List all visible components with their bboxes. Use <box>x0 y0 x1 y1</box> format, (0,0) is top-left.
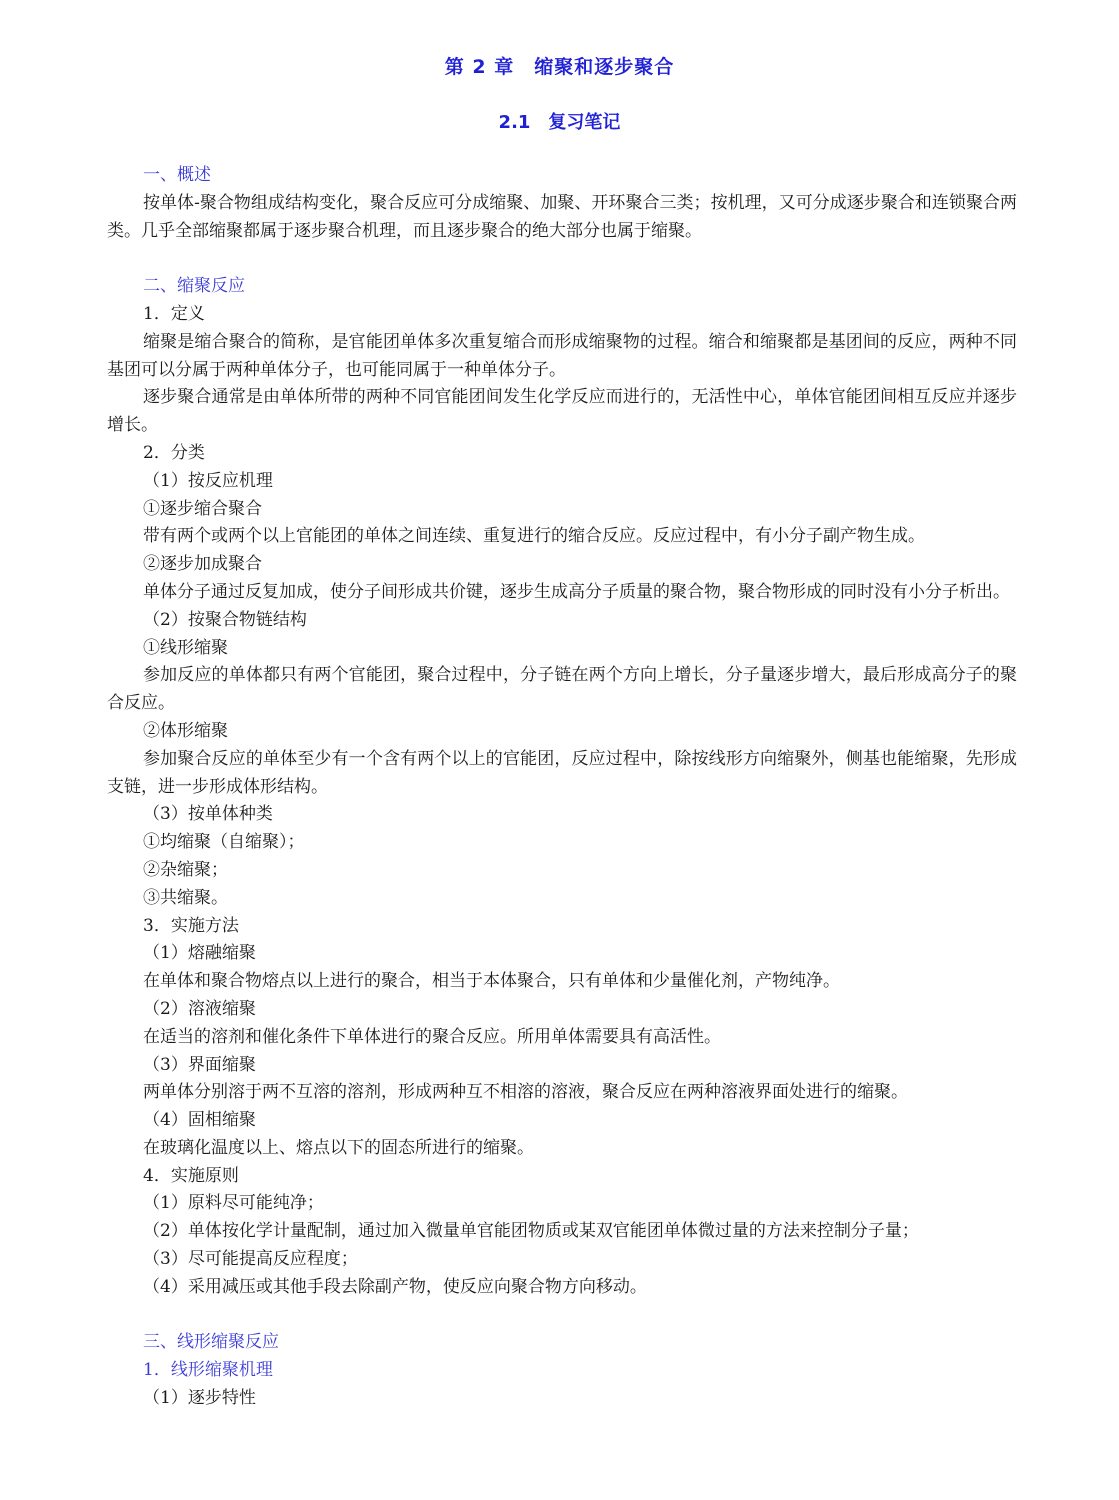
item-linear-condensation: ①线形缩聚 <box>143 637 228 658</box>
item-solid-condensation: （4）固相缩聚 <box>143 1110 256 1131</box>
heading-condensation: 二、缩聚反应 <box>143 276 245 297</box>
paragraph-definition-2: 逐步聚合通常是由单体所带的两种不同官能团间发生化学反应而进行的，无活性中心，单体官能团间相互反应并逐步增长。 <box>107 387 1017 436</box>
item-step-condensation: ①逐步缩合聚合 <box>143 498 262 519</box>
subheading-definition: 1．定义 <box>143 303 205 324</box>
item-network-condensation: ②体形缩聚 <box>143 720 228 741</box>
item-solution-condensation: （2）溶液缩聚 <box>143 998 256 1019</box>
section-title: 2.1 复习笔记 <box>498 112 621 133</box>
item-co-condensation: ③共缩聚。 <box>143 887 228 908</box>
paragraph-network-condensation: 参加聚合反应的单体至少有一个含有两个以上的官能团，反应过程中，除按线形方向缩聚外，侧基也能缩聚，先形成支链，进一步形成体形结构。 <box>107 748 1017 797</box>
item-principle-1: （1）原料尽可能纯净； <box>143 1193 324 1214</box>
paragraph-definition-1: 缩聚是缩合聚合的简称，是官能团单体多次重复缩合而形成缩聚物的过程。缩合和缩聚都是基团间的反应，两种不同基团可以分属于两种单体分子，也可能同属于一种单体分子。 <box>107 331 1017 380</box>
item-melt-condensation: （1）熔融缩聚 <box>143 943 256 964</box>
paragraph-solid-condensation: 在玻璃化温度以上、熔点以下的固态所进行的缩聚。 <box>143 1137 534 1158</box>
paragraph-linear-condensation: 参加反应的单体都只有两个官能团，聚合过程中，分子链在两个方向上增长，分子量逐步增大，最后形成高分子的聚合反应。 <box>107 665 1017 714</box>
paragraph-step-condensation: 带有两个或两个以上官能团的单体之间连续、重复进行的缩合反应。反应过程中，有小分子副产物生成。 <box>143 526 925 547</box>
subheading-classification: 2．分类 <box>143 442 205 463</box>
paragraph-melt-condensation: 在单体和聚合物熔点以上进行的聚合，相当于本体聚合，只有单体和少量催化剂，产物纯净。 <box>143 971 840 992</box>
item-by-chain-structure: （2）按聚合物链结构 <box>143 609 307 630</box>
item-homo-condensation: ①均缩聚（自缩聚）； <box>143 832 305 853</box>
paragraph-step-addition: 单体分子通过反复加成，使分子间形成共价键，逐步生成高分子质量的聚合物，聚合物形成的同时没有小分子析出。 <box>143 581 1010 602</box>
item-by-mechanism: （1）按反应机理 <box>143 470 273 491</box>
document-body <box>107 162 1017 1413</box>
paragraph-overview: 按单体-聚合物组成结构变化，聚合反应可分成缩聚、加聚、开环聚合三类；按机理，又可分成逐步聚合和连锁聚合两类。几乎全部缩聚都属于逐步聚合机理，而且逐步聚合的绝大部分也属于缩聚。 <box>107 192 1017 241</box>
heading-linear-condensation: 三、线形缩聚反应 <box>143 1332 279 1353</box>
item-by-monomer-type: （3）按单体种类 <box>143 804 273 825</box>
item-principle-3: （3）尽可能提高反应程度； <box>143 1249 358 1270</box>
item-stepwise-feature: （1）逐步特性 <box>143 1388 256 1409</box>
item-principle-2: （2）单体按化学计量配制，通过加入微量单官能团物质或某双官能团单体微过量的方法来控制分子量； <box>143 1221 919 1242</box>
paragraph-interfacial-condensation: 两单体分别溶于两不互溶的溶剂，形成两种互不相溶的溶液，聚合反应在两种溶液界面处进行的缩聚。 <box>143 1082 908 1103</box>
subheading-methods: 3．实施方法 <box>143 915 239 936</box>
chapter-title: 第 2 章 缩聚和逐步聚合 <box>444 56 675 78</box>
spacer <box>107 245 1017 273</box>
item-hetero-condensation: ②杂缩聚； <box>143 859 228 880</box>
item-interfacial-condensation: （3）界面缩聚 <box>143 1054 256 1075</box>
item-step-addition: ②逐步加成聚合 <box>143 554 262 575</box>
heading-overview: 一、概述 <box>143 165 211 185</box>
spacer <box>107 1302 1017 1330</box>
subheading-linear-mechanism: 1．线形缩聚机理 <box>143 1360 273 1381</box>
paragraph-solution-condensation: 在适当的溶剂和催化条件下单体进行的聚合反应。所用单体需要具有高活性。 <box>143 1026 721 1047</box>
subheading-principles: 4．实施原则 <box>143 1165 239 1186</box>
item-principle-4: （4）采用减压或其他手段去除副产物，使反应向聚合物方向移动。 <box>143 1276 647 1297</box>
